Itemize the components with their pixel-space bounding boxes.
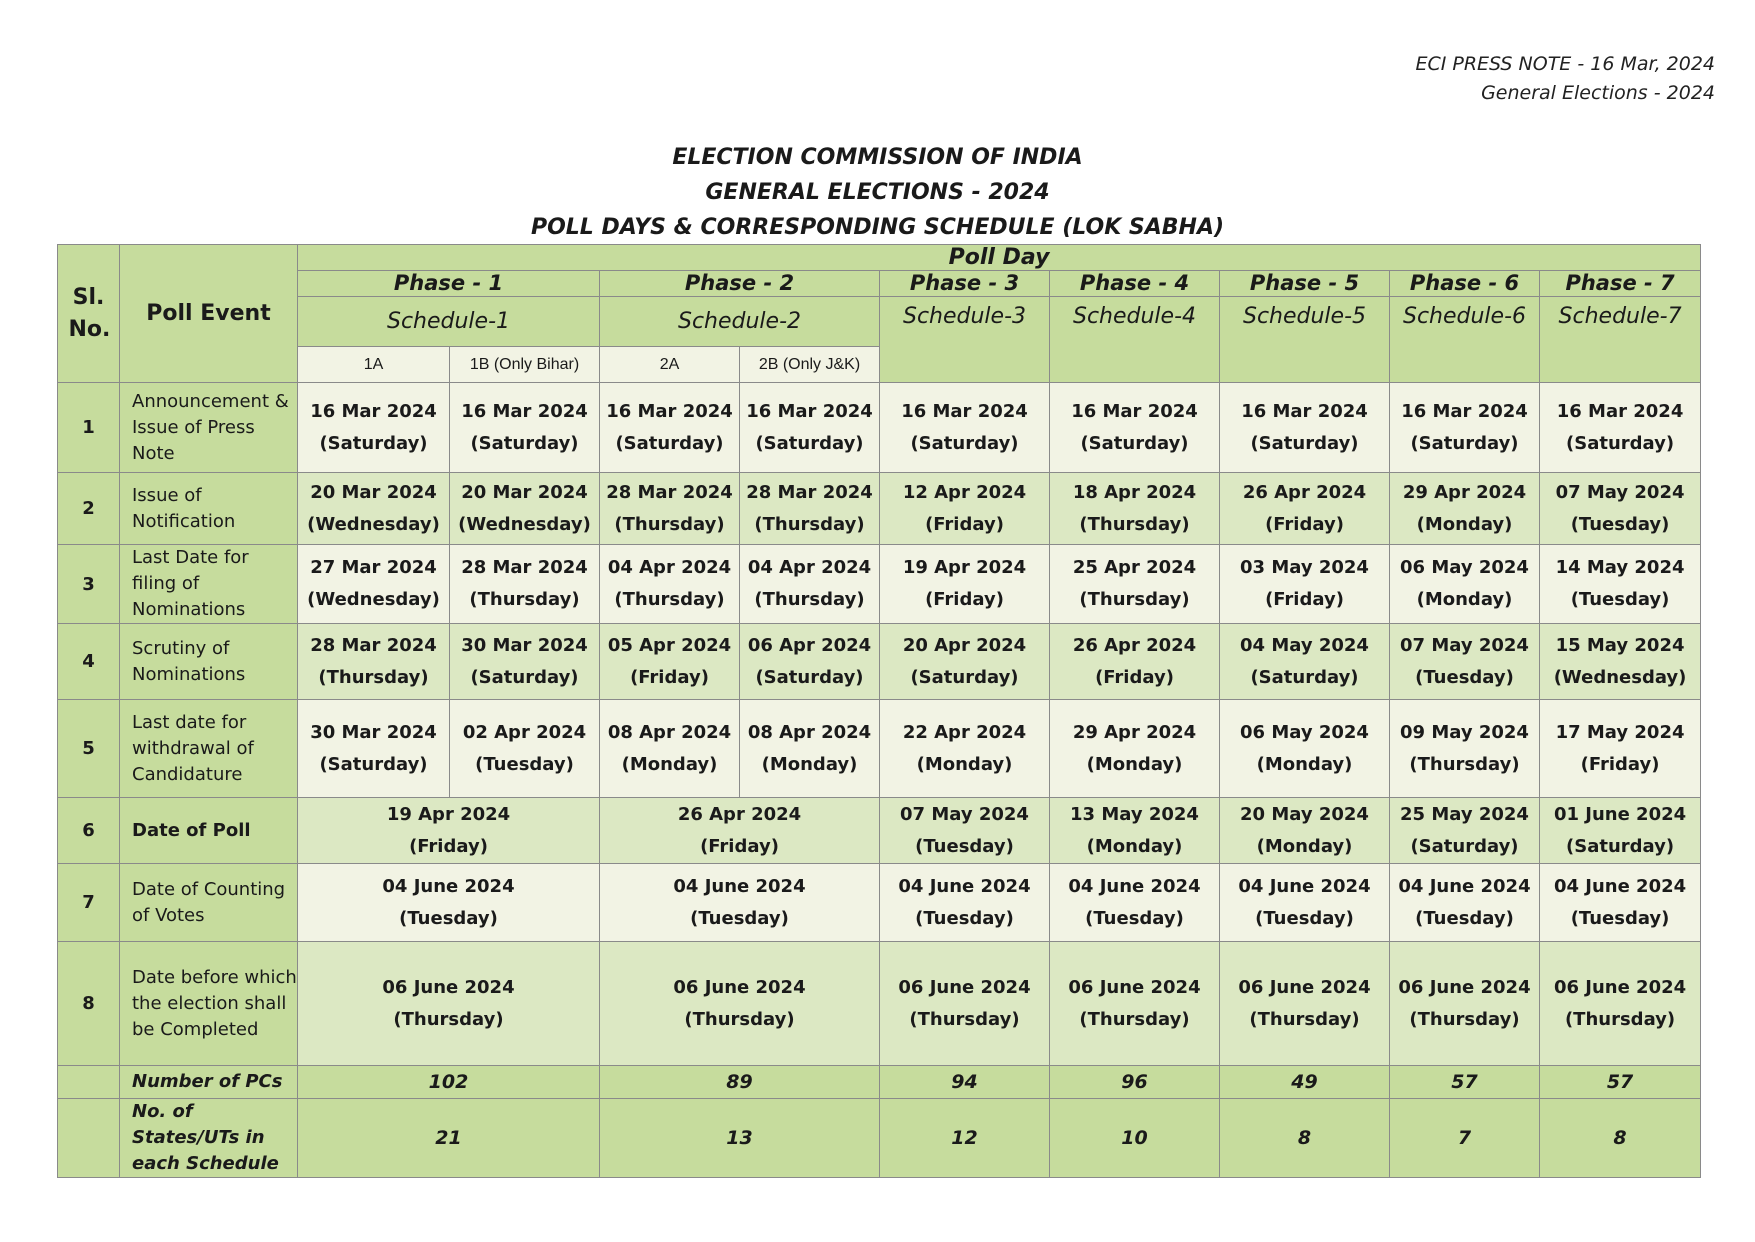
day-value: (Tuesday) — [915, 907, 1014, 929]
schedule-header: Schedule-3 — [880, 297, 1050, 383]
poll-event-label: Announcement & Issue of Press Note — [120, 383, 298, 473]
day-value: (Monday) — [916, 753, 1013, 775]
press-note-subline: General Elections - 2024 — [1481, 82, 1715, 104]
date-cell — [298, 624, 450, 700]
date-cell — [880, 383, 1050, 473]
schedule-header: Schedule-6 — [1390, 297, 1540, 383]
date-cell — [1050, 864, 1220, 942]
date-cell — [450, 700, 600, 798]
date-cell — [1390, 798, 1540, 864]
summary-label: No. of States/UTs in each Schedule — [120, 1099, 298, 1178]
phase-header: Phase - 3 — [880, 271, 1050, 297]
date-cell — [298, 942, 600, 1066]
date-cell — [600, 473, 740, 545]
date-cell — [450, 624, 600, 700]
serial-number: 1 — [58, 383, 120, 473]
summary-value: 8 — [1220, 1099, 1390, 1178]
date-value: 01 June 2024 — [1553, 803, 1687, 825]
summary-value: 57 — [1390, 1066, 1540, 1099]
day-value: (Thursday) — [684, 1008, 795, 1030]
day-value: (Saturday) — [755, 432, 864, 454]
summary-value: 21 — [298, 1099, 600, 1178]
schedule-table — [57, 244, 1701, 1178]
day-value: (Monday) — [1086, 753, 1183, 775]
date-value: 20 Mar 2024 — [310, 481, 437, 503]
day-value: (Monday) — [1256, 753, 1353, 775]
date-cell — [298, 864, 600, 942]
date-cell — [1540, 545, 1701, 624]
summary-value: 94 — [880, 1066, 1050, 1099]
summary-label: Number of PCs — [120, 1066, 298, 1099]
day-value: (Friday) — [700, 835, 779, 857]
date-cell — [1390, 624, 1540, 700]
day-value: (Friday) — [409, 835, 488, 857]
date-value: 05 Apr 2024 — [607, 634, 732, 656]
date-value: 16 Mar 2024 — [746, 400, 873, 422]
date-value: 30 Mar 2024 — [310, 721, 437, 743]
date-cell — [1540, 798, 1701, 864]
date-cell — [740, 473, 880, 545]
date-cell — [740, 624, 880, 700]
date-value: 16 Mar 2024 — [901, 400, 1028, 422]
day-value: (Wednesday) — [307, 513, 440, 535]
day-value: (Saturday) — [755, 666, 864, 688]
table-row — [58, 864, 1701, 942]
summary-value: 10 — [1050, 1099, 1220, 1178]
day-value: (Tuesday) — [1570, 513, 1670, 535]
date-value: 06 June 2024 — [1398, 976, 1531, 998]
table-row — [58, 942, 1701, 1066]
day-value: (Thursday) — [909, 1008, 1020, 1030]
date-value: 08 Apr 2024 — [607, 721, 732, 743]
day-value: (Friday) — [925, 589, 1004, 610]
date-value: 16 Mar 2024 — [310, 400, 437, 422]
date-cell — [600, 624, 740, 700]
day-value: (Thursday) — [1079, 589, 1190, 610]
summary-value: 96 — [1050, 1066, 1220, 1099]
date-value: 16 Mar 2024 — [606, 400, 733, 422]
day-value: (Thursday) — [754, 513, 865, 535]
day-value: (Tuesday) — [1415, 666, 1514, 688]
subcolumn-header: 1A — [298, 347, 450, 383]
day-value: (Tuesday) — [1415, 907, 1514, 929]
date-value: 28 Mar 2024 — [461, 557, 588, 578]
day-value: (Tuesday) — [399, 907, 498, 929]
day-value: (Wednesday) — [307, 589, 440, 610]
date-value: 26 Apr 2024 — [677, 803, 802, 825]
summary-value: 12 — [880, 1099, 1050, 1178]
date-value: 29 Apr 2024 — [1402, 481, 1527, 503]
subcolumn-header: 2A — [600, 347, 740, 383]
day-value: (Tuesday) — [475, 753, 574, 775]
date-cell — [1390, 473, 1540, 545]
day-value: (Thursday) — [614, 589, 725, 610]
day-value: (Thursday) — [754, 589, 865, 610]
date-value: 07 May 2024 — [1400, 634, 1529, 656]
day-value: (Monday) — [1256, 835, 1353, 857]
date-value: 03 May 2024 — [1240, 557, 1369, 578]
serial-number: 2 — [58, 473, 120, 545]
date-cell — [1220, 864, 1390, 942]
date-value: 19 Apr 2024 — [386, 803, 511, 825]
day-value: (Saturday) — [1250, 666, 1359, 688]
date-value: 28 Mar 2024 — [310, 634, 437, 656]
table-row — [58, 473, 1701, 545]
date-value: 06 June 2024 — [673, 976, 806, 998]
date-value: 04 June 2024 — [382, 875, 515, 897]
day-value: (Tuesday) — [1085, 907, 1184, 929]
day-value: (Friday) — [925, 513, 1004, 535]
summary-value: 8 — [1540, 1099, 1701, 1178]
day-value: (Monday) — [761, 753, 858, 775]
serial-number: 6 — [58, 798, 120, 864]
date-value: 26 Apr 2024 — [1242, 481, 1367, 503]
table-row — [58, 700, 1701, 798]
date-value: 16 Mar 2024 — [1556, 400, 1684, 422]
date-cell — [880, 864, 1050, 942]
date-cell — [298, 473, 450, 545]
day-value: (Thursday) — [1249, 1008, 1360, 1030]
date-cell — [1220, 700, 1390, 798]
day-value: (Tuesday) — [1570, 907, 1670, 929]
day-value: (Saturday) — [1250, 432, 1359, 454]
date-value: 04 May 2024 — [1240, 634, 1369, 656]
day-value: (Thursday) — [393, 1008, 504, 1030]
date-value: 08 Apr 2024 — [747, 721, 872, 743]
date-cell — [1050, 798, 1220, 864]
day-value: (Thursday) — [614, 513, 725, 535]
date-value: 13 May 2024 — [1070, 803, 1199, 825]
poll-event-label: Date of Poll — [120, 798, 298, 864]
date-cell — [450, 545, 600, 624]
date-value: 25 Apr 2024 — [1072, 557, 1197, 578]
date-value: 16 Mar 2024 — [1241, 400, 1368, 422]
summary-row — [58, 1099, 1701, 1178]
date-value: 15 May 2024 — [1555, 634, 1685, 656]
date-cell — [880, 624, 1050, 700]
summary-value: 13 — [600, 1099, 880, 1178]
date-cell — [880, 942, 1050, 1066]
day-value: (Saturday) — [615, 432, 724, 454]
date-cell — [1540, 624, 1701, 700]
date-value: 02 Apr 2024 — [462, 721, 587, 743]
poll-event-header: Poll Event — [120, 245, 298, 383]
date-cell — [1050, 942, 1220, 1066]
table-row — [58, 383, 1701, 473]
date-value: 20 May 2024 — [1240, 803, 1369, 825]
serial-number: 7 — [58, 864, 120, 942]
date-value: 16 Mar 2024 — [1071, 400, 1198, 422]
serial-number: 8 — [58, 942, 120, 1066]
day-value: (Thursday) — [1409, 753, 1520, 775]
day-value: (Wednesday) — [1553, 666, 1687, 688]
date-value: 28 Mar 2024 — [746, 481, 873, 503]
date-value: 29 Apr 2024 — [1072, 721, 1197, 743]
day-value: (Tuesday) — [690, 907, 789, 929]
day-value: (Friday) — [630, 666, 709, 688]
date-value: 06 Apr 2024 — [747, 634, 872, 656]
title-line-3: POLL DAYS & CORRESPONDING SCHEDULE (LOK SABHA) — [530, 215, 1225, 240]
date-cell — [880, 545, 1050, 624]
day-value: (Saturday) — [470, 432, 579, 454]
date-cell — [600, 864, 880, 942]
date-value: 04 June 2024 — [673, 875, 806, 897]
day-value: (Saturday) — [1410, 835, 1519, 857]
date-value: 04 June 2024 — [1068, 875, 1201, 897]
date-cell — [1220, 624, 1390, 700]
poll-event-label: Date before which the election shall be Completed — [120, 942, 298, 1066]
day-value: (Friday) — [1265, 513, 1344, 535]
date-cell — [740, 700, 880, 798]
date-cell — [1220, 383, 1390, 473]
day-value: (Saturday) — [1566, 432, 1675, 454]
day-value: (Tuesday) — [1255, 907, 1354, 929]
date-cell — [298, 798, 600, 864]
summary-value: 102 — [298, 1066, 600, 1099]
date-value: 26 Apr 2024 — [1072, 634, 1197, 656]
date-value: 12 Apr 2024 — [902, 481, 1027, 503]
date-cell — [1050, 700, 1220, 798]
day-value: (Saturday) — [1566, 835, 1675, 857]
serial-number-empty — [58, 1099, 120, 1178]
day-value: (Friday) — [1095, 666, 1174, 688]
day-value: (Saturday) — [319, 753, 428, 775]
day-value: (Saturday) — [1410, 432, 1519, 454]
table-row — [58, 624, 1701, 700]
date-cell — [880, 798, 1050, 864]
date-value: 22 Apr 2024 — [902, 721, 1027, 743]
date-value: 27 Mar 2024 — [310, 557, 437, 578]
date-cell — [740, 383, 880, 473]
schedule-header: Schedule-1 — [298, 297, 600, 347]
poll-event-label: Issue of Notification — [120, 473, 298, 545]
date-cell — [600, 545, 740, 624]
schedule-body — [58, 383, 1701, 1178]
date-value: 18 Apr 2024 — [1072, 481, 1197, 503]
date-cell — [1220, 473, 1390, 545]
summary-value: 89 — [600, 1066, 880, 1099]
schedule-header: Schedule-5 — [1220, 297, 1390, 383]
date-cell — [1390, 700, 1540, 798]
day-value: (Saturday) — [910, 432, 1019, 454]
day-value: (Monday) — [1086, 835, 1183, 857]
date-cell — [1540, 700, 1701, 798]
schedule-header: Schedule-4 — [1050, 297, 1220, 383]
document-title — [0, 140, 1755, 245]
day-value: (Saturday) — [910, 666, 1019, 688]
day-value: (Monday) — [1416, 589, 1513, 610]
date-cell — [1220, 798, 1390, 864]
date-cell — [1220, 942, 1390, 1066]
date-value: 04 Apr 2024 — [607, 557, 732, 578]
poll-day-header: Poll Day — [298, 245, 1701, 271]
date-cell — [1050, 545, 1220, 624]
date-value: 04 June 2024 — [1398, 875, 1531, 897]
date-value: 04 June 2024 — [1553, 875, 1687, 897]
day-value: (Wednesday) — [458, 513, 591, 535]
press-note-line: ECI PRESS NOTE - 16 Mar, 2024 — [1415, 53, 1715, 75]
date-value: 06 June 2024 — [1238, 976, 1371, 998]
day-value: (Friday) — [1580, 753, 1660, 775]
date-value: 20 Mar 2024 — [461, 481, 588, 503]
date-cell — [450, 383, 600, 473]
date-value: 04 June 2024 — [898, 875, 1031, 897]
day-value: (Thursday) — [469, 589, 580, 610]
poll-event-label: Scrutiny of Nominations — [120, 624, 298, 700]
date-cell — [1220, 545, 1390, 624]
serial-number: 4 — [58, 624, 120, 700]
date-cell — [600, 383, 740, 473]
date-value: 14 May 2024 — [1555, 557, 1685, 578]
subcolumn-header: 2B (Only J&K) — [740, 347, 880, 383]
date-value: 06 June 2024 — [1553, 976, 1687, 998]
date-value: 06 June 2024 — [382, 976, 515, 998]
poll-event-label: Last Date for filing of Nominations — [120, 545, 298, 624]
date-cell — [298, 545, 450, 624]
date-cell — [880, 700, 1050, 798]
serial-number: 5 — [58, 700, 120, 798]
date-cell — [740, 545, 880, 624]
day-value: (Thursday) — [1564, 1008, 1676, 1030]
summary-value: 49 — [1220, 1066, 1390, 1099]
date-value: 16 Mar 2024 — [1401, 400, 1528, 422]
date-value: 07 May 2024 — [900, 803, 1029, 825]
schedule-header: Schedule-2 — [600, 297, 880, 347]
day-value: (Monday) — [1416, 513, 1513, 535]
press-note-header — [1415, 50, 1715, 108]
day-value: (Tuesday) — [1570, 589, 1670, 610]
phase-header: Phase - 5 — [1220, 271, 1390, 297]
date-value: 06 June 2024 — [1068, 976, 1201, 998]
date-cell — [1050, 473, 1220, 545]
date-value: 04 Apr 2024 — [747, 557, 872, 578]
table-row — [58, 545, 1701, 624]
date-cell — [1390, 942, 1540, 1066]
date-cell — [450, 473, 600, 545]
date-cell — [600, 700, 740, 798]
date-cell — [1540, 473, 1701, 545]
day-value: (Thursday) — [1079, 1008, 1190, 1030]
title-line-1: ELECTION COMMISSION OF INDIA — [672, 145, 1083, 170]
date-cell — [1390, 864, 1540, 942]
title-line-2: GENERAL ELECTIONS - 2024 — [705, 180, 1050, 205]
date-value: 30 Mar 2024 — [461, 634, 588, 656]
date-cell — [1050, 624, 1220, 700]
date-cell — [600, 942, 880, 1066]
date-value: 16 Mar 2024 — [461, 400, 588, 422]
schedule-header: Schedule-7 — [1540, 297, 1701, 383]
date-value: 06 May 2024 — [1400, 557, 1529, 578]
day-value: (Friday) — [1265, 589, 1344, 610]
poll-event-label: Date of Counting of Votes — [120, 864, 298, 942]
summary-value: 57 — [1540, 1066, 1701, 1099]
day-value: (Saturday) — [1080, 432, 1189, 454]
date-value: 04 June 2024 — [1238, 875, 1371, 897]
date-cell — [880, 473, 1050, 545]
date-value: 07 May 2024 — [1555, 481, 1685, 503]
phase-header: Phase - 7 — [1540, 271, 1701, 297]
date-cell — [1540, 383, 1701, 473]
day-value: (Saturday) — [319, 432, 428, 454]
phase-header: Phase - 6 — [1390, 271, 1540, 297]
date-cell — [1540, 864, 1701, 942]
date-value: 20 Apr 2024 — [902, 634, 1027, 656]
serial-number-empty — [58, 1066, 120, 1099]
day-value: (Thursday) — [318, 666, 429, 688]
date-value: 28 Mar 2024 — [606, 481, 733, 503]
summary-value: 7 — [1390, 1099, 1540, 1178]
date-value: 06 May 2024 — [1240, 721, 1369, 743]
day-value: (Thursday) — [1079, 513, 1190, 535]
date-cell — [600, 798, 880, 864]
summary-row — [58, 1066, 1701, 1099]
date-cell — [1540, 942, 1701, 1066]
date-cell — [298, 383, 450, 473]
serial-number: 3 — [58, 545, 120, 624]
date-cell — [1050, 383, 1220, 473]
phase-header: Phase - 4 — [1050, 271, 1220, 297]
sl-no-header: Sl. No. — [58, 245, 120, 383]
date-cell — [298, 700, 450, 798]
day-value: (Tuesday) — [915, 835, 1014, 857]
date-value: 09 May 2024 — [1400, 721, 1529, 743]
date-cell — [1390, 383, 1540, 473]
poll-event-label: Last date for withdrawal of Candidature — [120, 700, 298, 798]
day-value: (Monday) — [621, 753, 718, 775]
phase-header: Phase - 2 — [600, 271, 880, 297]
subcolumn-header: 1B (Only Bihar) — [450, 347, 600, 383]
day-value: (Saturday) — [470, 666, 579, 688]
date-cell — [1390, 545, 1540, 624]
phase-header: Phase - 1 — [298, 271, 600, 297]
date-value: 19 Apr 2024 — [902, 557, 1027, 578]
date-value: 25 May 2024 — [1400, 803, 1529, 825]
date-value: 06 June 2024 — [898, 976, 1031, 998]
day-value: (Thursday) — [1409, 1008, 1520, 1030]
date-value: 17 May 2024 — [1555, 721, 1685, 743]
table-row — [58, 798, 1701, 864]
